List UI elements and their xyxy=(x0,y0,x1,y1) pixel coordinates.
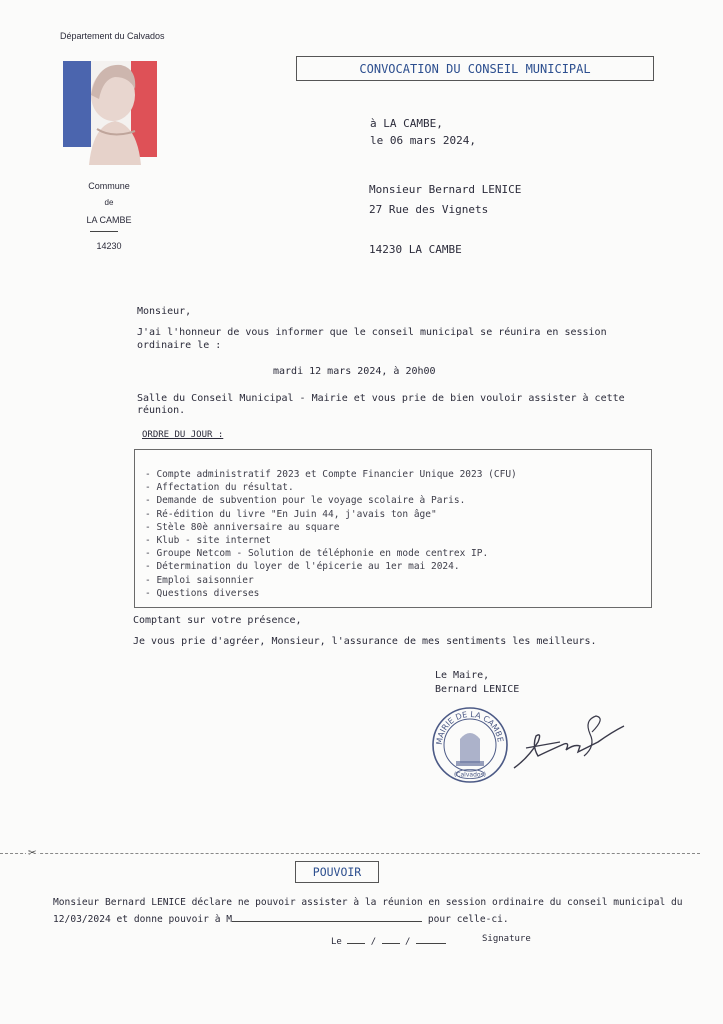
venue-line-2: réunion. xyxy=(137,405,186,416)
venue-line-1: Salle du Conseil Municipal - Mairie et vous prie de bien vouloir assister à cette xyxy=(137,393,625,404)
mayor-signature xyxy=(508,712,628,774)
day-field[interactable] xyxy=(347,933,365,944)
date-fill-line xyxy=(331,933,446,947)
closing-presence: Comptant sur votre présence, xyxy=(133,615,302,626)
proxy-name-field[interactable] xyxy=(232,911,422,922)
agenda-title: ORDRE DU JOUR : xyxy=(142,430,224,440)
month-field[interactable] xyxy=(382,933,400,944)
agenda-item: - Questions diverses xyxy=(145,587,260,599)
svg-text:(Calvados): (Calvados) xyxy=(453,771,487,779)
departement-label: Département du Calvados xyxy=(60,31,165,41)
agenda-item: - Groupe Netcom - Solution de téléphonie en mode centrex IP. xyxy=(145,548,489,560)
recipient-city: 14230 LA CAMBE xyxy=(369,243,462,256)
agenda-item: - Affectation du résultat. xyxy=(145,482,294,494)
date-line: le 06 mars 2024, xyxy=(370,134,476,147)
agenda-item: - Klub - site internet xyxy=(145,535,271,547)
mairie-stamp xyxy=(430,705,510,785)
agenda-item: - Emploi saisonnier xyxy=(145,574,254,586)
postal-code: 14230 xyxy=(96,241,122,251)
pouvoir-line-2 xyxy=(53,911,509,925)
place-line: à LA CAMBE, xyxy=(370,117,443,130)
pouvoir-line-1: Monsieur Bernard LENICE déclare ne pouvoir assister à la réunion en session ordinaire du conseil municipal du xyxy=(53,897,683,908)
signer-title: Le Maire, xyxy=(435,670,490,681)
document-title: CONVOCATION DU CONSEIL MUNICIPAL xyxy=(296,56,654,81)
agenda-box xyxy=(134,449,652,608)
signature-label: Signature xyxy=(482,934,531,944)
svg-text:MAIRIE DE LA CAMBE: MAIRIE DE LA CAMBE xyxy=(434,709,505,746)
commune-label: Commune xyxy=(88,181,130,191)
commune-divider xyxy=(90,231,118,232)
date-sep-1: / xyxy=(370,937,377,947)
recipient-street: 27 Rue des Vignets xyxy=(369,203,489,216)
agenda-item: - Compte administratif 2023 et Compte Financier Unique 2023 (CFU) xyxy=(145,469,517,480)
closing-formula: Je vous prie d'agréer, Monsieur, l'assurance de mes sentiments les meilleurs. xyxy=(133,636,597,647)
pouvoir-title: POUVOIR xyxy=(295,861,379,883)
salutation: Monsieur, xyxy=(137,306,192,317)
intro-line-2: ordinaire le : xyxy=(137,340,222,351)
commune-name: LA CAMBE xyxy=(86,215,132,225)
scissors-icon: ✂ xyxy=(28,845,37,861)
signer-name: Bernard LENICE xyxy=(435,684,520,695)
cut-line xyxy=(0,853,700,854)
date-label: Le xyxy=(331,937,342,947)
agenda-item: - Ré-édition du livre "En Juin 44, j'avais ton âge" xyxy=(145,508,437,520)
agenda-item: - Demande de subvention pour le voyage scolaire à Paris. xyxy=(145,495,466,507)
intro-line-1: J'ai l'honneur de vous informer que le conseil municipal se réunira en session xyxy=(137,327,607,338)
recipient-name: Monsieur Bernard LENICE xyxy=(369,183,522,196)
pouvoir-line-2-end: pour celle-ci. xyxy=(427,914,509,925)
agenda-item: - Détermination du loyer de l'épicerie au 1er mai 2024. xyxy=(145,561,460,573)
marianne-logo xyxy=(63,55,159,168)
meeting-date: mardi 12 mars 2024, à 20h00 xyxy=(273,366,436,377)
pouvoir-line-2-start: 12/03/2024 et donne pouvoir à M xyxy=(53,914,233,925)
year-field[interactable] xyxy=(416,933,446,944)
commune-de: de xyxy=(104,198,114,207)
date-sep-2: / xyxy=(404,937,411,947)
agenda-list xyxy=(145,468,517,600)
agenda-item: - Stèle 80è anniversaire au square xyxy=(145,521,340,533)
